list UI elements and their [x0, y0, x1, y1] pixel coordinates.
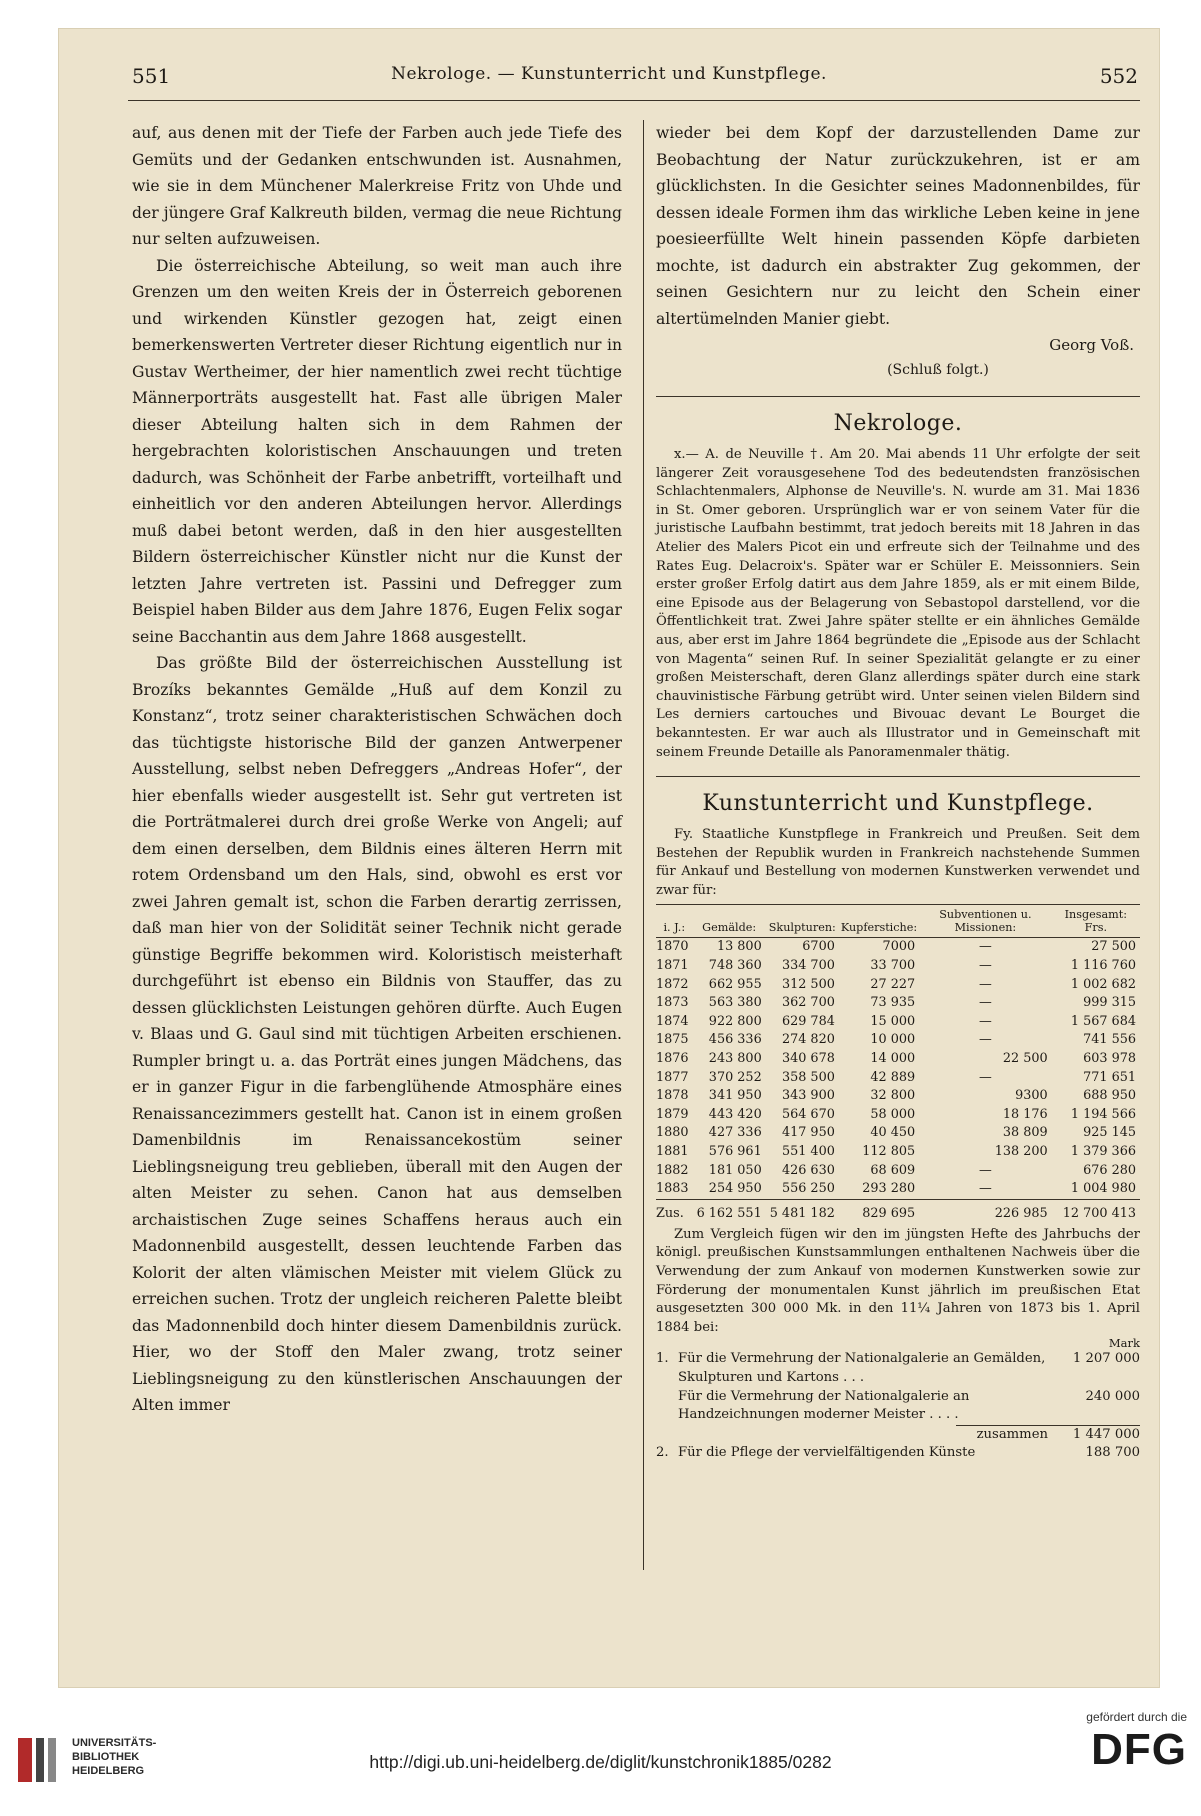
table-cell: 417 950: [781, 1125, 835, 1141]
table-cell: 688 950: [1083, 1088, 1136, 1104]
table-total-cell: 226 985: [919, 1199, 1052, 1224]
table-cell: 1883: [656, 1181, 689, 1197]
table-cell: 254 950: [708, 1181, 762, 1197]
table-cell: 925 145: [1083, 1125, 1136, 1141]
table-cell: 1870: [656, 939, 689, 955]
table-cell: 1876: [656, 1051, 689, 1067]
table-cell: 32 800: [870, 1088, 916, 1104]
table-cell: —: [978, 1162, 992, 1178]
section-heading-kunstpflege: Kunstunterricht und Kunstpflege.: [702, 791, 1094, 817]
table-cell: 22 500: [1002, 1051, 1048, 1067]
section-rule: [656, 776, 1140, 777]
table-cell: 18 176: [1002, 1106, 1048, 1122]
column-header: Skulpturen:: [766, 905, 839, 938]
table-cell: 58 000: [870, 1106, 916, 1122]
table-cell: 426 630: [781, 1162, 835, 1178]
table-cell: 341 950: [708, 1088, 762, 1104]
table-cell: 33 700: [870, 958, 916, 974]
table-cell: 312 500: [781, 976, 835, 992]
section-heading-nekrologe: Nekrologe.: [833, 411, 963, 436]
table-cell: 243 800: [708, 1051, 762, 1067]
table-row: [656, 1124, 1140, 1143]
table-cell: 748 360: [708, 958, 762, 974]
table-cell: 563 380: [708, 995, 762, 1011]
currency-unit: Mark: [1108, 1336, 1140, 1351]
table-cell: 370 252: [708, 1069, 762, 1085]
table-row: [656, 1162, 1140, 1181]
permalink-url[interactable]: http://digi.ub.uni-heidelberg.de/diglit/kunstchronik1885/0282: [369, 1752, 832, 1772]
france-expenditure-table: [656, 904, 1140, 1223]
table-cell: 922 800: [708, 1013, 762, 1029]
table-cell: 999 315: [1083, 995, 1136, 1011]
prussia-comparison: Zum Vergleich fügen wir den im jüngsten Hefte des Jahrbuchs der königl. preußischen Kunstsammlungen enthaltenen Nachweis über die Verwendung der zum Ankauf von modernen Kunstwerken sowie zur Förderung der monumentalen Kunst jährlich im preußischen Etat ausgesetzten 300 000 Mk. in den 11¼ Jahren von 1873 bis 1. April 1884 bei:: [656, 1226, 1140, 1335]
table-row: [656, 1031, 1140, 1050]
table-cell: —: [978, 958, 992, 974]
table-cell: 358 500: [781, 1069, 835, 1085]
section-rule: [656, 396, 1140, 397]
table-row: [656, 1180, 1140, 1199]
table-cell: 629 784: [781, 1013, 835, 1029]
table-row: [656, 1106, 1140, 1125]
table-cell: —: [978, 1069, 992, 1085]
table-cell: 771 651: [1083, 1069, 1136, 1085]
table-cell: 1 004 980: [1070, 1181, 1136, 1197]
table-cell: 1880: [656, 1125, 689, 1141]
table-row: [656, 1087, 1140, 1106]
running-header: [58, 42, 1160, 88]
table-cell: 1872: [656, 976, 689, 992]
table-cell: 1 567 684: [1070, 1013, 1136, 1029]
table-cell: 427 336: [708, 1125, 762, 1141]
table-row: [656, 1069, 1140, 1088]
budget-item: Für die Vermehrung der Nationalgalerie an Handzeichnungen moderner Meister . . . . 240 000: [678, 1388, 1140, 1423]
table-cell: 334 700: [781, 958, 835, 974]
table-cell: 1881: [656, 1144, 689, 1159]
table-cell: 551 400: [781, 1144, 835, 1159]
table-cell: —: [978, 1181, 992, 1197]
viewer-footer: [0, 1700, 1201, 1816]
right-continuation: wieder bei dem Kopf der darzustellenden Dame zur Beobachtung der Natur zurückzukehren, ist er am glücklichsten. In die Gesichter seines Madonnenbildes, für dessen ideale Formen ihm das wirkliche Leben keine in jene poesieerfüllte Welt hinein passenden Köpfe darbieten mochte, ist dadurch ein abstrakter Zug gekommen, der seinen Gesichtern nur zu leicht den Schein einer altertümelnden Manier giebt.: [656, 124, 1140, 328]
table-cell: 1 002 682: [1070, 976, 1136, 992]
table-cell: 564 670: [781, 1106, 835, 1122]
table-cell: 662 955: [708, 976, 762, 992]
table-header-row: [656, 905, 1140, 938]
library-name-line: HEIDELBERG: [72, 1765, 145, 1777]
table-cell: 138 200: [994, 1144, 1048, 1159]
column-header: Insgesamt: Frs.: [1052, 905, 1140, 938]
library-name-line: BIBLIOTHEK: [72, 1751, 140, 1763]
table-cell: 6700: [802, 939, 835, 955]
table-row: [656, 994, 1140, 1013]
table-cell: 13 800: [716, 939, 762, 955]
table-cell: —: [978, 1032, 992, 1048]
table-cell: —: [978, 1013, 992, 1029]
table-cell: 27 227: [870, 976, 916, 992]
table-cell: 14 000: [870, 1051, 916, 1067]
table-cell: 1882: [656, 1162, 689, 1178]
kunstpflege-intro: Fy. Staatliche Kunstpflege in Frankreich und Preußen. Seit dem Bestehen der Republik wurden in Frankreich nachstehende Summen für Ankauf und Bestellung von modernen Kunstwerken verwendet und zwar für:: [656, 827, 1140, 898]
table-cell: 576 961: [708, 1144, 762, 1159]
prussia-budget: [656, 1337, 1140, 1463]
funded-by-label: gefördert durch die: [1086, 1710, 1187, 1724]
to-be-continued: (Schluß folgt.): [887, 362, 989, 378]
header-rule: [128, 100, 1140, 101]
table-cell: 1875: [656, 1032, 689, 1048]
table-total-row: [656, 1199, 1140, 1224]
right-column: [656, 120, 1140, 1463]
author-signature: Georg Voß.: [1049, 336, 1134, 354]
left-paragraph-3: Das größte Bild der österreichischen Ausstellung ist Brozíks bekanntes Gemälde „Huß auf dem Konzil zu Konstanz“, trotz seiner charakteristischen Schwächen doch das tüchtigste historische Bild der ganzen Antwerpener Ausstellung, selbst neben Defreggers „Andreas Hofer“, der hier ebenfalls wieder ausgestellt ist. Sehr gut vertreten ist die Porträtmalerei durch drei große Werke von Angeli; auf dem einen derselben, dem Bildnis eines älteren Herrn mit rotem Ordensband um den Hals, sind, obwohl es erst vor zwei Jahren gemalt ist, schon die Farben derartig zerrissen, daß man hier von der Solidität seiner Technik nicht gerade günstige Begriffe bekommen wird. Koloristisch meisterhaft durchgeführt ist ebenso ein Bildnis von Stauffer, das zu dessen glücklichsten Leistungen gehören dürfte. Auch Eugen v. Blaas und G. Gaul sind mit tüchtigen Arbeiten erschienen. Rumpler bringt u. a. das Porträt eines jungen Mädchens, das er in ganzer Figur in die farbenglühende Atmosphäre eines Renaissancezimmers gestellt hat. Canon ist in einem großen Damenbildnis im Renaissancekostüm seiner Lieblingsneigung treu geblieben, überall mit den Augen der alten Meister zu sehen. Canon hat aus demselben archaistischen Zuge seines Schaffens heraus auch ein Madonnenbild ausgestellt, dessen leuchtende Farben das Kolorit der alten vlämischen Meister mit vielem Glück zu erreichen suchen. Trotz der ungleich reicheren Palette bleibt das Madonnenbild doch hinter diesem Damenbildnis zurück. Hier, wo der Stoff den Maler zwang, trotz seiner Lieblingsneigung zu den künstlerischen Anschauungen der Alten immer: [132, 654, 622, 1414]
table-cell: 1879: [656, 1106, 689, 1122]
table-cell: 181 050: [708, 1162, 762, 1178]
dfg-logo[interactable]: [997, 1710, 1187, 1800]
table-cell: 42 889: [870, 1069, 916, 1085]
table-row: [656, 1013, 1140, 1032]
table-cell: 1 194 566: [1070, 1106, 1136, 1122]
table-row: [656, 957, 1140, 976]
budget-subtotal: zusammen 1 447 000: [976, 1426, 1140, 1442]
table-cell: 1878: [656, 1088, 689, 1104]
column-header: Gemälde:: [693, 905, 766, 938]
table-cell: 7000: [882, 939, 916, 955]
left-paragraph-2: Die österreichische Abteilung, so weit man auch ihre Grenzen um den weiten Kreis der in Österreich geborenen und wirkenden Künstler gezogen hat, zeigt einen bemerkenswerten Vertreter dieser Richtung eigentlich nur in Gustav Wertheimer, der hier namentlich zwei recht tüchtige Männerporträts ausgestellt hat. Fast alle übrigen Maler dieser Abteilung halten sich in dem Rahmen der hergebrachten koloristischen Anschauungen und treten dadurch, was Schönheit der Farbe anbetrifft, vorteilhaft und einheitlich vor den anderen Abteilungen hervor. Allerdings muß dabei betont werden, daß in den hier ausgestellten Bildern österreichischer Künstler nicht nur die Kunst der letzten Jahre vertreten ist. Passini und Defregger zum Beispiel haben Bilder aus dem Jahre 1876, Eugen Felix sogar seine Bacchantin aus dem Jahre 1868 ausgestellt.: [132, 256, 622, 646]
table-cell: 1873: [656, 995, 689, 1011]
table-cell: 340 678: [781, 1051, 835, 1067]
table-row: [656, 1050, 1140, 1069]
left-paragraph-1: auf, aus denen mit der Tiefe der Farben auch jede Tiefe des Gemüts und der Gedanken entschwunden ist. Ausnahmen, wie sie in dem Münchener Malerkreise Fritz von Uhde und der jüngere Graf Kalkreuth bilden, vermag die neue Richtung nur selten aufzuweisen.: [132, 124, 622, 248]
table-cell: 293 280: [862, 1181, 916, 1197]
table-row: [656, 1143, 1140, 1162]
table-cell: 603 978: [1083, 1051, 1136, 1067]
table-cell: 27 500: [1091, 939, 1136, 955]
table-total-cell: 12 700 413: [1052, 1199, 1140, 1224]
table-cell: 40 450: [870, 1125, 916, 1141]
table-row: [656, 938, 1140, 957]
table-cell: 38 809: [1002, 1125, 1048, 1141]
table-total-cell: 5 481 182: [766, 1199, 839, 1224]
table-row: [656, 976, 1140, 995]
table-cell: 1877: [656, 1069, 689, 1085]
budget-item: 2. Für die Pflege der vervielfältigenden Künste 188 700: [656, 1445, 1140, 1461]
table-cell: 362 700: [781, 995, 835, 1011]
table-cell: —: [978, 995, 992, 1011]
table-cell: 274 820: [781, 1032, 835, 1048]
obituary-neuville: x.— A. de Neuville †. Am 20. Mai abends 11 Uhr erfolgte der seit längerer Zeit vorausgesehene Tod des bedeutendsten französischen Schlachtenmalers, Alphonse de Neuville's. N. wurde am 31. Mai 1836 in St. Omer geboren. Ursprünglich war er von seinem Vater für die juristische Laufbahn bestimmt, trat jedoch bereits mit 18 Jahren in das Atelier des Malers Picot ein und erfreute sich der Teilnahme und des Rates Eug. Delacroix's. Später war er Schüler E. Meissonniers. Sein erster großer Erfolg datirt aus dem Jahre 1859, als er mit einem Bilde, eine Episode aus der Belagerung von Sebastopol darstellend, vor die Öffentlichkeit trat. Zwei Jahre später stellte er ein ähnliches Gemälde aus, aber erst im Jahre 1864 begründete die „Episode aus der Schlacht von Magenta“ seinen Ruf. In seiner Spezialität gelangte er zu einer großen Meisterschaft, deren Glanz allerdings später durch eine stark chauvinistische Färbung getrübt wird. Unter seinen vielen Bildern sind Les derniers cartouches und Bivouac devant Le Bourget die bekanntesten. Er war auch als Illustrator und in Gemeinschaft mit seinem Freunde Detaille als Panoramenmaler thätig.: [656, 447, 1140, 760]
table-cell: 1 116 760: [1070, 958, 1136, 974]
running-title: Nekrologe. — Kunstunterricht und Kunstpflege.: [391, 64, 827, 84]
table-cell: 73 935: [870, 995, 916, 1011]
table-cell: 112 805: [862, 1144, 916, 1159]
page-number-right: 552: [1099, 64, 1138, 88]
left-column: [132, 120, 622, 1419]
column-header: Subventionen u. Missionen:: [919, 905, 1052, 938]
dfg-wordmark: DFG: [1091, 1725, 1187, 1774]
table-cell: 15 000: [870, 1013, 916, 1029]
table-cell: 1874: [656, 1013, 689, 1029]
table-cell: 443 420: [708, 1106, 762, 1122]
table-total-cell: Zus.: [656, 1199, 693, 1224]
table-cell: 343 900: [781, 1088, 835, 1104]
page-number-left: 551: [132, 64, 171, 88]
table-total-cell: 829 695: [839, 1199, 919, 1224]
table-cell: —: [978, 939, 992, 955]
table-cell: 68 609: [870, 1162, 916, 1178]
table-cell: 1 379 366: [1070, 1144, 1136, 1159]
table-cell: 556 250: [781, 1181, 835, 1197]
table-cell: 1871: [656, 958, 689, 974]
table-cell: 10 000: [870, 1032, 916, 1048]
table-cell: 456 336: [708, 1032, 762, 1048]
library-name-line: UNIVERSITÄTS-: [72, 1737, 157, 1749]
column-divider: [643, 120, 644, 1570]
table-cell: —: [978, 976, 992, 992]
column-header: i. J.:: [656, 905, 693, 938]
table-cell: 9300: [1015, 1088, 1048, 1104]
table-cell: 676 280: [1083, 1162, 1136, 1178]
table-cell: 741 556: [1083, 1032, 1136, 1048]
document-page: [58, 28, 1160, 1688]
budget-item: 1. Für die Vermehrung der Nationalgalerie an Gemälden, Skulpturen und Kartons . . . 1 207 000: [656, 1351, 1140, 1385]
column-header: Kupferstiche:: [839, 905, 919, 938]
table-total-cell: 6 162 551: [693, 1199, 766, 1224]
